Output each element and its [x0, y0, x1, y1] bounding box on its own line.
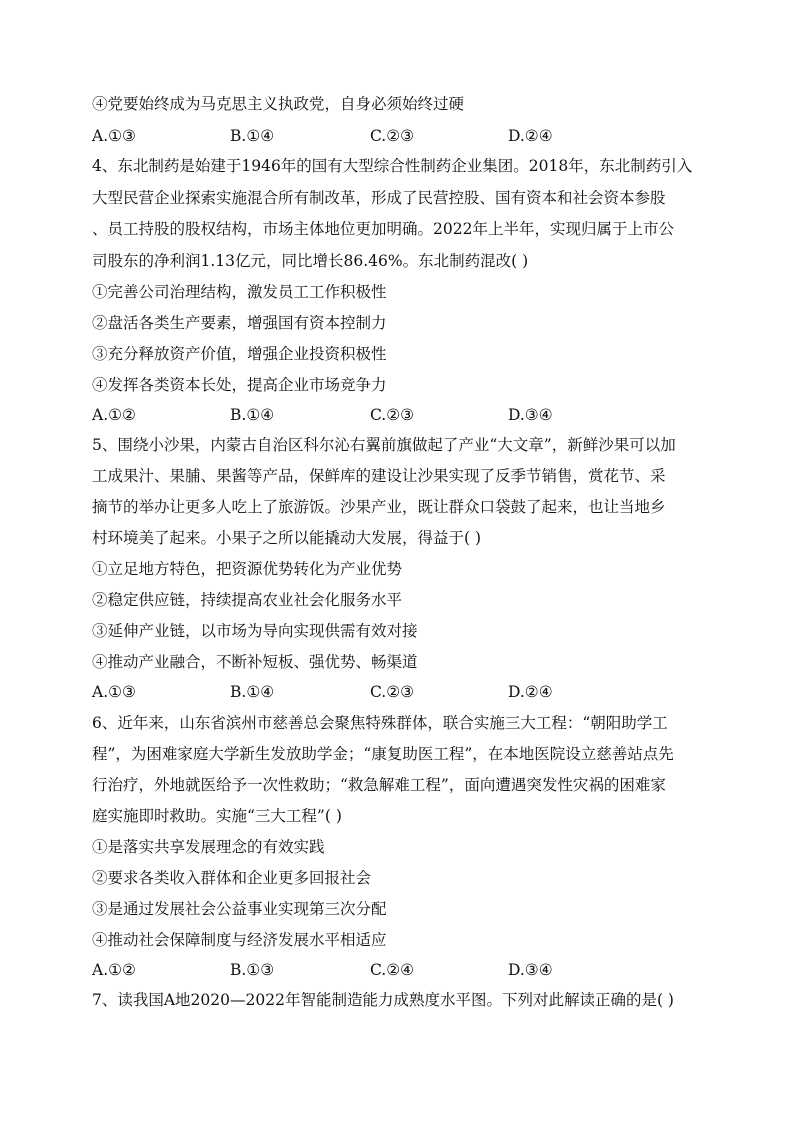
q3-item-4: ④党要始终成为马克思主义执政党，自身必须始终过硬 — [92, 95, 465, 113]
q5-stem-line-4: 村环境美了起来。小果子之所以能撬动大发展，得益于( ) — [92, 529, 482, 547]
q6-stem-line-2: 程”，为困难家庭大学新生发放助学金；“康复助医工程”，在本地医院设立慈善站点先 — [92, 745, 674, 763]
q3-option-b: B.①④ — [230, 127, 275, 145]
q4-item-3: ③充分释放资产价值，增强企业投资积极性 — [92, 345, 387, 363]
q5-item-2: ②稳定供应链，持续提高农业社会化服务水平 — [92, 591, 403, 609]
q4-item-1: ①完善公司治理结构，激发员工工作积极性 — [92, 283, 387, 301]
q3-option-d: D.②④ — [508, 127, 553, 145]
q4-option-c: C.②③ — [370, 406, 415, 424]
q5-option-c: C.②③ — [370, 683, 415, 701]
q5-option-a: A.①③ — [92, 683, 136, 701]
q4-option-b: B.①④ — [230, 406, 275, 424]
q7-stem-line-1: 7、读我国A地2020—2022年智能制造能力成熟度水平图。下列对此解读正确的是( ) — [92, 991, 674, 1009]
q5-stem-line-2: 工成果汁、果脯、果酱等产品，保鲜库的建设让沙果实现了反季节销售，赏花节、采 — [92, 467, 666, 485]
q5-item-1: ①立足地方特色，把资源优势转化为产业优势 — [92, 560, 403, 578]
q6-item-2: ②要求各类收入群体和企业更多回报社会 — [92, 869, 372, 887]
q4-stem-line-2: 大型民营企业探索实施混合所有制改革，形成了民营控股、国有资本和社会资本参股 — [92, 189, 666, 207]
q5-option-b: B.①④ — [230, 683, 275, 701]
q6-stem-line-4: 庭实施即时救助。实施“三大工程”( ) — [92, 807, 342, 825]
q5-option-d: D.②④ — [508, 683, 553, 701]
q6-stem-line-3: 行治疗，外地就医给予一次性救助；“救急解难工程”，面向遭遇突发性灾祸的困难家 — [92, 776, 666, 794]
q4-item-4: ④发挥各类资本长处，提高企业市场竞争力 — [92, 376, 387, 394]
q6-option-a: A.①② — [92, 961, 136, 979]
q6-option-b: B.①③ — [230, 961, 275, 979]
q4-stem-line-1: 4、东北制药是始建于1946年的国有大型综合性制药企业集团。2018年，东北制药引入 — [92, 157, 693, 175]
q3-option-a: A.①③ — [92, 127, 136, 145]
q4-option-a: A.①② — [92, 406, 136, 424]
q4-item-2: ②盘活各类生产要素，增强国有资本控制力 — [92, 314, 387, 332]
q6-option-c: C.②④ — [370, 961, 415, 979]
q6-option-d: D.③④ — [508, 961, 553, 979]
q6-item-3: ③是通过发展社会公益事业实现第三次分配 — [92, 900, 387, 918]
q6-item-1: ①是落实共享发展理念的有效实践 — [92, 838, 325, 856]
q6-item-4: ④推动社会保障制度与经济发展水平相适应 — [92, 931, 387, 949]
q3-option-c: C.②③ — [370, 127, 415, 145]
q6-stem-line-1: 6、近年来，山东省滨州市慈善总会聚焦特殊群体，联合实施三大工程：“朝阳助学工 — [92, 714, 668, 732]
q5-item-3: ③延伸产业链，以市场为导向实现供需有效对接 — [92, 622, 418, 640]
q4-option-d: D.③④ — [508, 406, 553, 424]
q5-item-4: ④推动产业融合，不断补短板、强优势、畅渠道 — [92, 653, 418, 671]
q5-stem-line-3: 摘节的举办让更多人吃上了旅游饭。沙果产业，既让群众口袋鼓了起来，也让当地乡 — [92, 498, 666, 516]
q5-stem-line-1: 5、围绕小沙果，内蒙古自治区科尔沁右翼前旗做起了产业“大文章”，新鲜沙果可以加 — [92, 436, 676, 454]
q4-stem-line-4: 司股东的净利润1.13亿元，同比增长86.46%。东北制药混改( ) — [92, 252, 529, 270]
q4-stem-line-3: 、员工持股的股权结构，市场主体地位更加明确。2022年上半年，实现归属于上市公 — [92, 220, 674, 238]
